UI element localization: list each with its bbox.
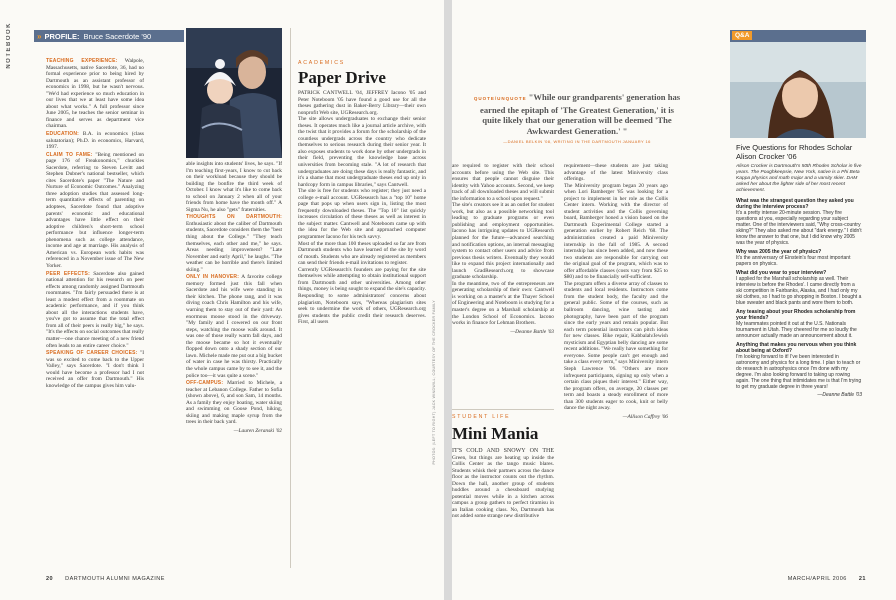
keyword: CLAIM TO FAME: xyxy=(46,151,93,158)
profile-name: Bruce Sacerdote '90 xyxy=(83,31,152,41)
qa-answer: It's a pretty intense 20-minute session. They fire questions at you, especially regarding your subject matter. One of the interviewers said, "Why cross-country skiing?" They also asked me about "dark energy." I didn't know the answer to that one, but I did know why 2005 was the year of physics. xyxy=(736,210,862,246)
qa-answer: It's the anniversary of Einstein's four most important papers on physics. xyxy=(736,255,851,267)
paragraph: The program offers a diverse array of classes to students and local residents. Instructors come from the student body, the faculty and the general public. Some of the courses, such as ballroom dancing, wine tasting and photography, have been part of the program since the early years and remain popular. But each term potential instructors can pitch ideas for new classes. Bike repair, Kabbalah/Jewish mysticism and Egyptian belly dancing are some recent additions. "We really have something for everyone. Some people can't get enough and take a class every term," says Miniversity intern Steph Lawrence '06. "Others are more infrequent participants, signing up only when a certain class piques their interest." Either way, the program offers, on average, 20 classes per term and boasts a steady enrollment of more than 300 students eager to cook, knit or belly dance the night away. xyxy=(564,280,668,412)
keyword: EDUCATION: xyxy=(46,131,80,138)
qa-question: Why was 2005 the year of physics? xyxy=(736,249,822,255)
page-number: 20 xyxy=(46,576,54,582)
paragraph: TEACHING EXPERIENCE: Walpole, Massachusetts, native Sacerdote, 36, had no formal experience prior to being hired by Dartmouth as an assistant professor of economics in 1998, but he wasn't nervous. "We'd had experience so much education in our lives that we at least have some idea about what works." A full professor since June 2005, he teaches the senior seminar in finance and serves as department vice chairman. xyxy=(46,58,144,130)
byline: —Lauren Zeranski '02 xyxy=(233,427,282,434)
paragraph: THOUGHTS ON DARTMOUTH: Enthusiastic about the caliber of Dartmouth students, Sacerdote considers them the "best thing about the College." "They teach themselves, each other and me," he says. Areas needing improvement? "Late November and early April," he laughs. "The weather can be horrible and there's limited skiing." xyxy=(186,214,282,273)
qa-column xyxy=(736,144,862,568)
keyword: TEACHING EXPERIENCE: xyxy=(46,58,118,64)
paragraph: OFF-CAMPUS: Married to Michele, a teacher at Lebanon College. Father to Sofia (shown above), 6, and son Sam, 14 months. As a family they enjoy boating, water skiing and swimming on Goose Pond, hiking, skiing and making maple syrup from the trees in their back yard. xyxy=(186,380,282,426)
paper-drive-column-2 xyxy=(452,163,554,388)
portrait-photo xyxy=(730,42,866,138)
byline: —Deanne Battle '03 xyxy=(817,392,862,398)
qa-answer: My teammates pointed it out at the U.S. Nationals tournament in Utah. They cheered for me so loudly the announcer actually made an announcement about it. xyxy=(736,321,857,339)
section-label: ACADEMICS xyxy=(298,60,346,66)
keyword: SPEAKING OF CAREER CHOICES: xyxy=(46,350,138,357)
qa-header-bar xyxy=(730,30,866,42)
byline: —Deanne Battle '03 xyxy=(510,328,554,335)
article-headline: Paper Drive xyxy=(298,68,386,87)
section-divider xyxy=(452,409,554,410)
profile-column-2 xyxy=(186,161,282,568)
left-page xyxy=(0,0,444,600)
keyword: THOUGHTS ON DARTMOUTH: xyxy=(186,214,282,221)
family-photo xyxy=(186,28,282,158)
paragraph: PEER EFFECTS: Sacerdote also gained national attention for his research on peer effects among randomly assigned Dartmouth roommates. "I'm fairly persuaded there is at least a modest effect from a roommate on academic performance, and if you think about all the interactions students have, you've got to assume that the total effect from all of their peers is really big," he says. "It's the effects on social outcomes that really matter—one chance meeting of a new friend often leads to an entire career choice." xyxy=(46,270,144,349)
paragraph: In the meantime, two of the entrepreneurs are generating scholarship of their own: Cantwell is working on a master's at the Thayer School of Engineering and Noteboom is studying for a master's degree on a Marshall scholarship at the London School of Economics. Iacono works in finance for Lehman Brothers. xyxy=(452,280,554,327)
paragraph: Currently UGResearch's founders are paying for the site themselves while attempting to obtain institutional support from Dartmouth and other universities. Among other things, money is being sought to expand the site's capacity. Responding to some administrators' concerns about plagiarism, Noteboom says, "Whereas plagiarism sites seek to undermine the work of others, UGResearch.org gives students the public credit their research deserves. First, all users xyxy=(298,266,426,326)
paragraph: are required to register with their school accounts before using the Web site. This ensures that people cannot disguise their identity with Yahoo accounts. Second, we keep track of all downloaded theses and will submit the information to a school upon request." xyxy=(452,163,554,202)
quote-attribution: —DANIEL BELKIN '08, WRITING IN THE DARTMOUTH JANUARY 16 xyxy=(503,139,651,144)
qa-answer: I'm looking forward to it! I've been interested in astronomy and physics for a long time. I plan to teach or do research in astrophysics once I'm done with my degree. I'm also looking forward to taking up rowing again. The one thing that intimidates me is that I'm trying to get my graduate degree in three years! xyxy=(736,354,862,390)
pull-quote xyxy=(470,92,684,144)
page-footer xyxy=(46,576,165,582)
paragraph: EDUCATION: B.A. in economics (class salutatorian); Ph.D. in economics, Harvard, 1997. xyxy=(46,131,144,151)
article-headline: Mini Mania xyxy=(452,424,539,443)
qa-question: Anything that makes you nervous when you think about being at Oxford? xyxy=(736,342,857,354)
mini-mania-column-2 xyxy=(564,163,668,568)
paragraph: requirement—these students are just taking advantage of the latest Miniversity class offerings. xyxy=(564,163,668,183)
lead-in: IT'S COLD AND SNOWY ON THE xyxy=(452,448,554,454)
quote-label: QUOTE/UNQUOTE xyxy=(473,96,527,101)
qa-tag: Q&A xyxy=(732,31,752,40)
section-side-label: NOTEBOOK xyxy=(6,22,12,69)
keyword: PEER EFFECTS: xyxy=(46,270,90,277)
paragraph: IT'S COLD AND SNOWY ON THE Green, but things are heating up inside the Collis Center as the tango music blares. Students whisk their partners across the dance floor as the instructor counts out the rhythm. Down the hall, another group of students huddles around a chessboard studying potential moves while in a kitchen across campus a group gathers to perfect tiramisu in an Italian cooking class. No, Dartmouth has not added some strange new distributive xyxy=(452,448,554,520)
paragraph: SPEAKING OF CAREER CHOICES: "I was so excited to come back to the Upper Valley," says Sacerdote. "I don't think I would have become a professor had I not received an offer from Dartmouth." His knowledge of the campus gives him valu- xyxy=(46,350,144,389)
paragraph: ONLY IN HANOVER: A favorite college memory formed just this fall when Sacerdote and his wife were standing in their kitchen. The phone rang, and it was diving coach Chris Hamilton and his wife, warning them to stay out of their yard: An enormous moose stood in the driveway. "My family and I cowered on our front steps, watching the moose walk around. It was one of those really warm fall days, and the moose became so hot it eventually flopped down onto a shady section of our lawn. Michele made me put out a big bucket of water in case he was thirsty. Practically the whole campus came by to see it, and the police too—it was quite a scene." xyxy=(186,274,282,379)
qa-question: Any teasing about your Rhodes scholarship from your friends? xyxy=(736,309,856,321)
profile-column-1 xyxy=(46,58,144,568)
paragraph: able insights into students' lives, he says. "If I'm teaching first-years, I know to cut back on their workload because they should be building the bonfire the third week of October. I know what it's like to come back to school on January 2 when all of your friends from home have the month off." A Sigma Nu, he also "gets" fraternities. xyxy=(186,161,282,213)
column-divider xyxy=(290,28,291,568)
page-number: 21 xyxy=(858,576,866,582)
paragraph: CLAIM TO FAME: "Being mentioned on page 176 of Freakonomics," chuckles Sacerdote, referring to Steven Levitt and Stephen Dubner's national bestseller, which cites Sacerdote's paper "The Nature and Nurture of Economic Outcomes." Analyzing three adoption studies that assessed long-term quantitative effects of parenting on adoptees, Sacerdote found that adoptive parents' economic and educational advantages have little effect on their adoptive children's short-term school performance but influence longer-term phenomena such as college attendance, income and age at marriage. His analysis of American vs. European work habits was referenced in a November issue of The New Yorker. xyxy=(46,151,144,269)
section-label: STUDENT LIFE xyxy=(452,414,511,420)
profile-tag: PROFILE: xyxy=(44,31,80,41)
keyword: ONLY IN HANOVER: xyxy=(186,274,240,281)
photo-credit: PHOTOS: (LEFT TO RIGHT) JACK WINDWILL; COURTESY OF THE CROCKER FAMILY xyxy=(432,300,436,465)
qa-question: What was the strangest question they asked you during the interview process? xyxy=(736,198,854,210)
keyword: OFF-CAMPUS: xyxy=(186,380,224,387)
issue-date: MARCH/APRIL 2006 xyxy=(787,576,847,582)
paragraph: The site allows undergraduates to exchange their senior theses. It operates much like a journal article archive, with the twist that it provides a forum for the scholarship of the countless undergrads across the country who dedicate themselves to serious research during their senior year. It also exposes students to work done by other undergrads in their field, preventing the knowledge base across universities from becoming stale. "A lot of research that undergraduates are doing these days is really fantastic, and it's a shame that most undergraduate theses end up only in hardcopy form in campus libraries," says Cantwell. xyxy=(298,116,426,188)
qa-question: What did you wear to your interview? xyxy=(736,270,827,276)
page-footer xyxy=(788,576,866,582)
paragraph: The Miniversity program began 20 years ago when Lori Bamberger '85 was looking for a project to implement in her role as the Collis Center intern. Working with the director of student activities and the Collis governing board, Bamberger honed a vision based on the Dartmouth Experimental College started a generation earlier by Robert Reich '68. The administration created a paid Miniversity internship in the fall of 1985. A second internship has since been added, and now these two students are responsible for carrying out the original goal of the program, which was to offer affordable classes (costs vary from $25 to $80) and to be financially self-sufficient. xyxy=(564,182,668,281)
paper-drive-column-1 xyxy=(298,90,426,568)
qa-title: Five Questions for Rhodes Scholar Alison Crocker '06 xyxy=(736,144,853,161)
mini-mania-column-1 xyxy=(452,448,554,568)
magazine-name: DARTMOUTH ALUMNI MAGAZINE xyxy=(65,576,165,582)
double-arrow-icon: » xyxy=(37,31,42,41)
qa-answer: I applied for the Marshall scholarship as well. Their interview is before the Rhodes'. I came directly from a ski competition in Fairbanks, Alaska, and I had only my ski clothes, so I had to go shopping in Boston. I bought a blue sweater and black pants and wore them to both. xyxy=(736,276,862,306)
paragraph: Most of the more than 100 theses uploaded so far are from Dartmouth students who have learned of the site by word of mouth. Students who are already registered as members can send their friends e-mail invitations to register. xyxy=(298,240,426,267)
byline: —Allison Caffrey '06 xyxy=(622,413,668,420)
paragraph: The site's creators see it as an outlet for student work, but also as a possible networking tool leading to graduate programs or even publishing and employment opportunities. Iacono has intriguing updates to UGResearch planned for the future—advanced searching and notification options, an internal messaging system to contact other users and advice from previous thesis writers. Eventually they would like to expand this project internationally and launch GradResearch.org to showcase graduate scholarship. xyxy=(452,202,554,281)
quote-text: QUOTE/UNQUOTE "While our grandparents' generation has earned the epitaph of 'The Greatest Generation,' it is quite likely that our generation will be deemed 'The Awkwardest Generation.' " xyxy=(473,92,681,136)
paragraph: PATRICK CANTWELL '04, JEFFREY Iacono '05 and Peter Noteboom '05 have found a good use for all the theses gathering dust in Baker-Berry Library—their own nonprofit Web site, UGResearch.org. xyxy=(298,90,426,116)
paragraph: The site is free for students who register; they just need a college e-mail account. UGResearch has a "top 10" home page that pops up when users sign in, listing the most frequently downloaded theses. The "Top 10" list quickly increases circulation of these theses as well as interest in the subject matter. Cantwell and Noteboom came up with the idea for the Web site and approached computer programmer Iacono for his tech savvy. xyxy=(298,188,426,241)
qa-intro: Alison Crocker is Dartmouth's 50th Rhodes Scholar in five years. The Poughkeepsie, New York, native is a Phi Beta Kappa physics and math major and a varsity skier. DAM asked her about the lighter side of her most recent achievement. xyxy=(736,164,862,193)
profile-header-bar xyxy=(34,30,184,42)
